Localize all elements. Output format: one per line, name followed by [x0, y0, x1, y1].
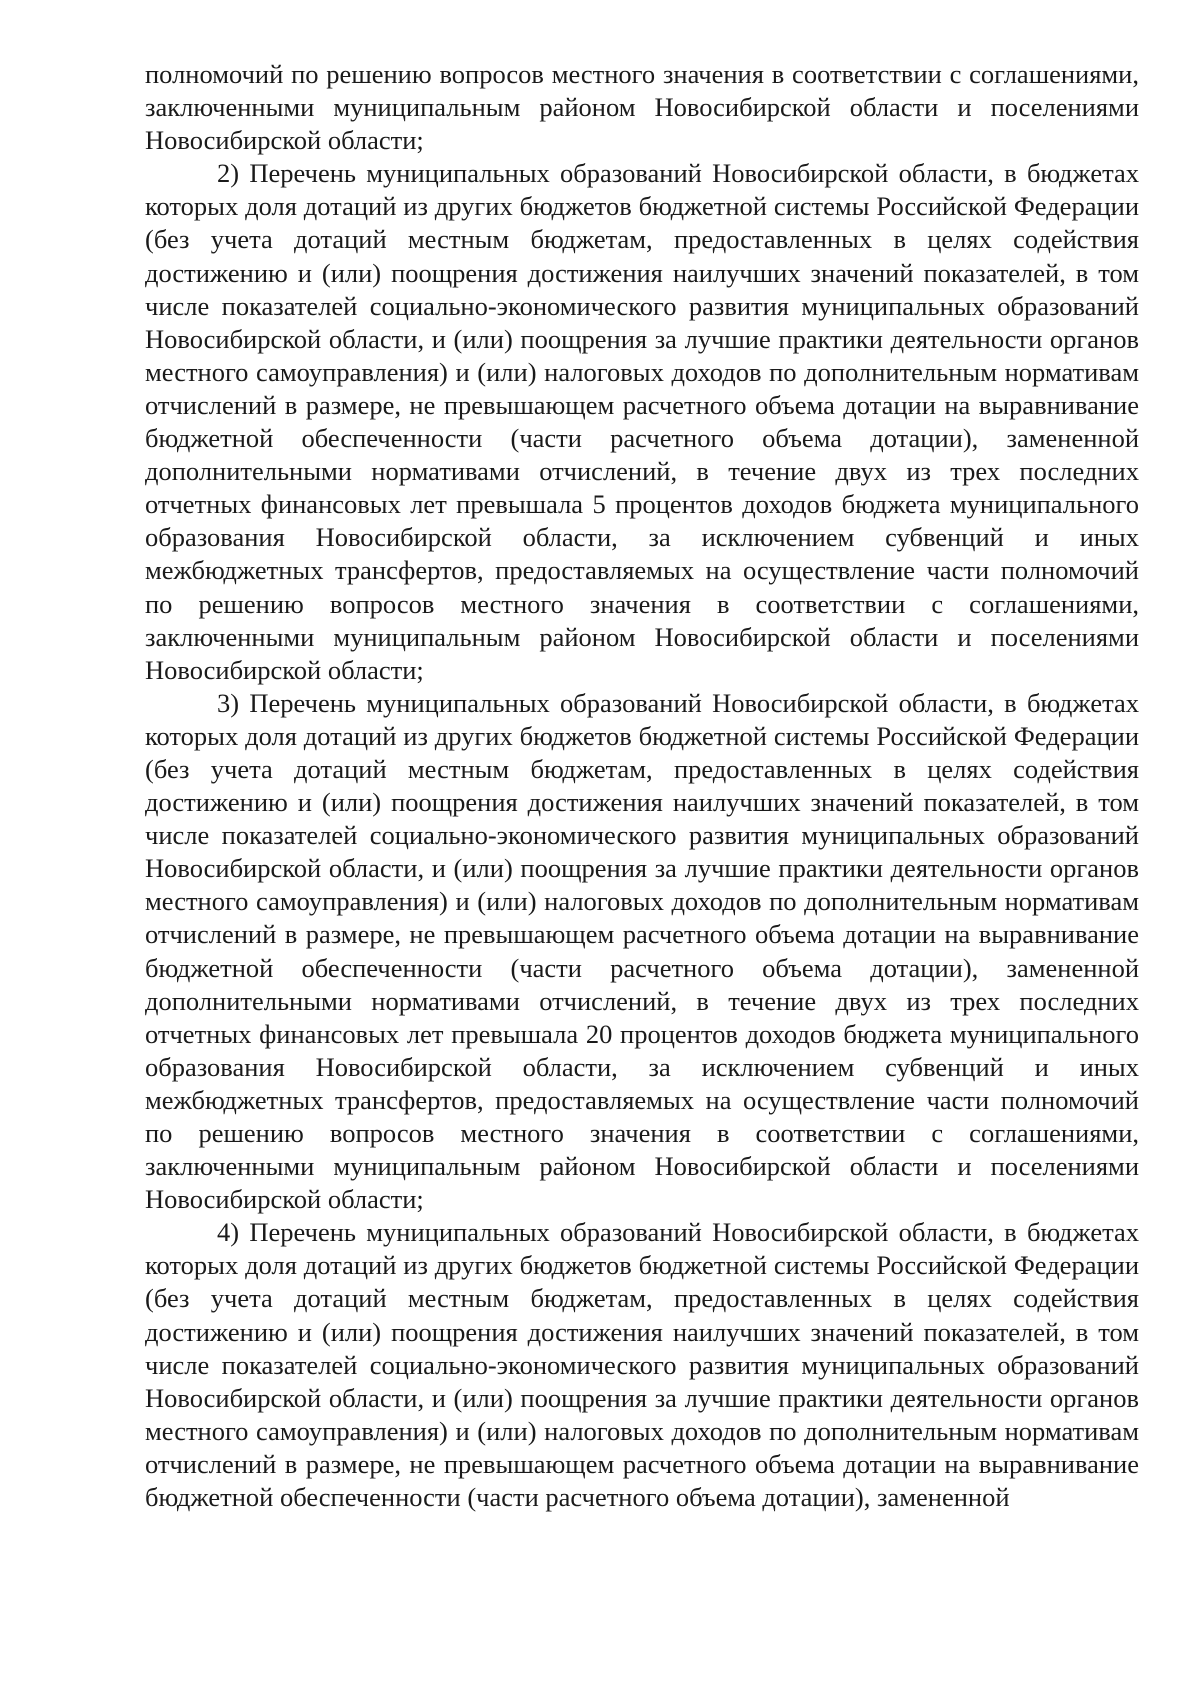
paragraph-continuation: полномочий по решению вопросов местного значения в соответствии с соглашениями, заключенными муниципальным районом Новосибирской области и поселениями Новосибирской области; — [145, 59, 1139, 156]
paragraph-item-2: 2) Перечень муниципальных образований Новосибирской области, в бюджетах которых доля дотаций из других бюджетов бюджетной системы Российской Федерации (без учета дотаций местным бюджетам, предоставленных в целях содействия достижению и (или) поощрения достижения наилучших значений показателей, в том числе показателей социально-экономического развития муниципальных образований Новосибирской области, и (или) поощрения за лучшие практики деятельности органов местного самоуправления) и (или) налоговых доходов по дополнительным нормативам отчислений в размере, не превышающем расчетного объема дотации на выравнивание бюджетной обеспеченности (части расчетного объема дотации), замененной дополнительными нормативами отчислений, в течение двух из трех последних отчетных финансовых лет превышала 5 процентов доходов бюджета муниципального образования Новосибирской области, за исключением субвенций и иных межбюджетных трансфертов, предоставляемых на осуществление части полномочий по решению вопросов местного значения в соответствии с соглашениями, заключенными муниципальным районом Новосибирской области и поселениями Новосибирской области; — [145, 158, 1139, 685]
document-body — [145, 58, 1139, 1514]
paragraph-item-3: 3) Перечень муниципальных образований Новосибирской области, в бюджетах которых доля дотаций из других бюджетов бюджетной системы Российской Федерации (без учета дотаций местным бюджетам, предоставленных в целях содействия достижению и (или) поощрения достижения наилучших значений показателей, в том числе показателей социально-экономического развития муниципальных образований Новосибирской области, и (или) поощрения за лучшие практики деятельности органов местного самоуправления) и (или) налоговых доходов по дополнительным нормативам отчислений в размере, не превышающем расчетного объема дотации на выравнивание бюджетной обеспеченности (части расчетного объема дотации), замененной дополнительными нормативами отчислений, в течение двух из трех последних отчетных финансовых лет превышала 20 процентов доходов бюджета муниципального образования Новосибирской области, за исключением субвенций и иных межбюджетных трансфертов, предоставляемых на осуществление части полномочий по решению вопросов местного значения в соответствии с соглашениями, заключенными муниципальным районом Новосибирской области и поселениями Новосибирской области; — [145, 687, 1139, 1215]
paragraph-item-4: 4) Перечень муниципальных образований Новосибирской области, в бюджетах которых доля дотаций из других бюджетов бюджетной системы Российской Федерации (без учета дотаций местным бюджетам, предоставленных в целях содействия достижению и (или) поощрения достижения наилучших значений показателей, в том числе показателей социально-экономического развития муниципальных образований Новосибирской области, и (или) поощрения за лучшие практики деятельности органов местного самоуправления) и (или) налоговых доходов по дополнительным нормативам отчислений в размере, не превышающем расчетного объема дотации на выравнивание бюджетной обеспеченности (части расчетного объема дотации), замененной — [145, 1217, 1139, 1513]
